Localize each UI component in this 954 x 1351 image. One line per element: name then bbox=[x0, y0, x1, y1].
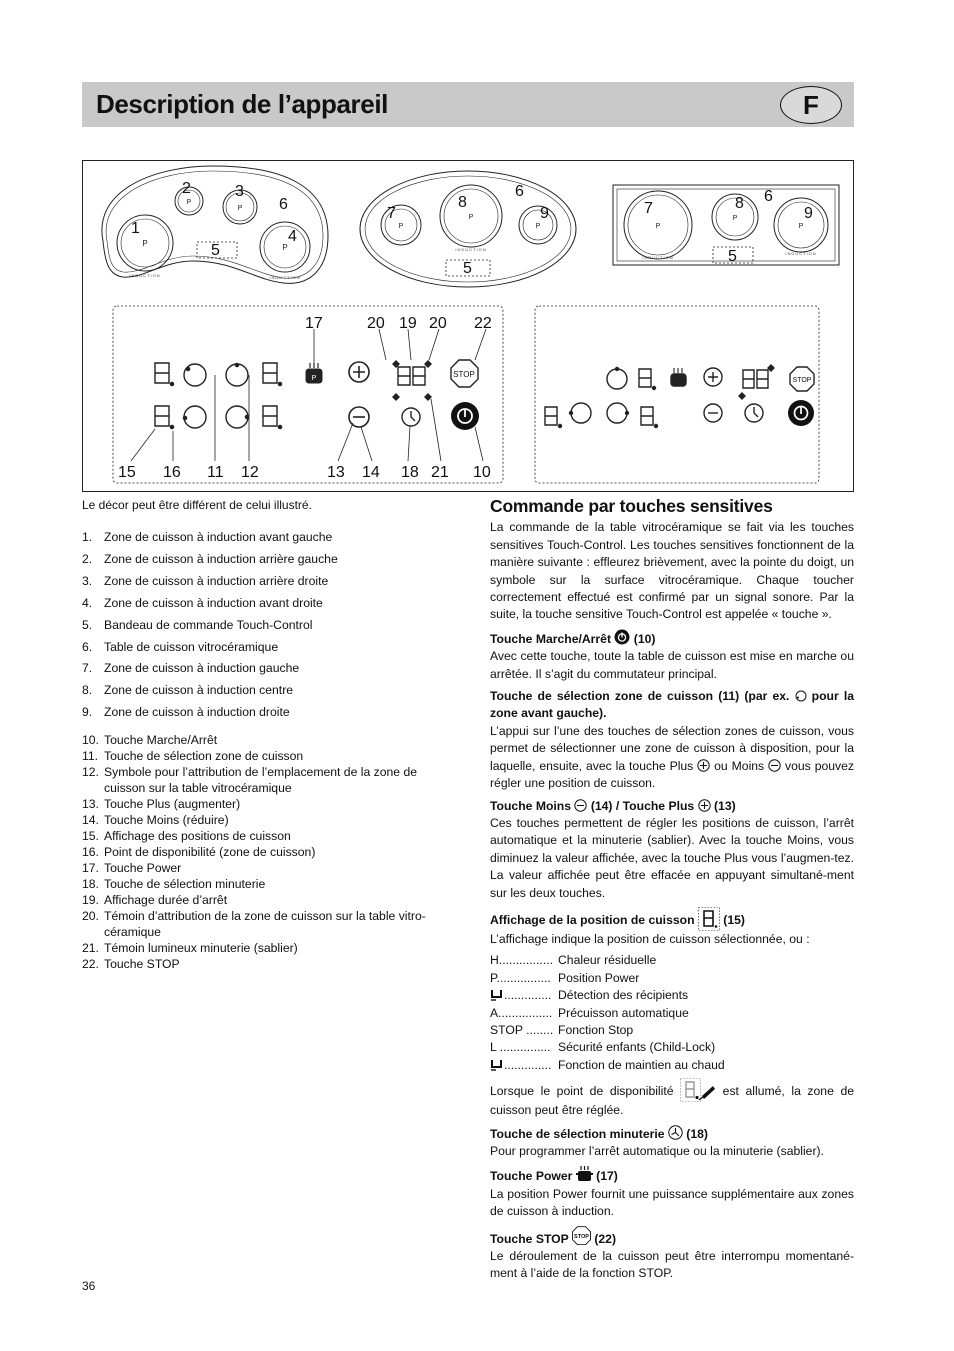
label-10: 10 bbox=[473, 464, 491, 481]
list-item-text: Témoin lumineux minuterie (sablier) bbox=[104, 941, 298, 955]
zone-letter: P bbox=[237, 205, 243, 212]
brand-text: INDUCTION bbox=[129, 273, 161, 278]
plus-icon bbox=[698, 799, 711, 812]
brand-text: INDUCTION bbox=[455, 247, 487, 252]
stop-label: STOP bbox=[792, 377, 812, 384]
label-4: 4 bbox=[288, 228, 297, 245]
list-item-text: Touche Plus (augmenter) bbox=[104, 797, 241, 811]
list-item bbox=[82, 593, 446, 615]
list-item-text: Zone de cuisson à induction centre bbox=[104, 683, 294, 698]
list-item-number: 4. bbox=[82, 595, 93, 610]
leader-lines bbox=[131, 329, 486, 461]
stop-heading: Touche STOP STOP (22) bbox=[490, 1226, 854, 1248]
display-code-row bbox=[490, 1057, 854, 1074]
list-item-number: 8. bbox=[82, 683, 93, 698]
label-5: 5 bbox=[728, 248, 737, 265]
availability-dot-icon bbox=[680, 1078, 716, 1102]
cooktop-c bbox=[613, 185, 839, 265]
label-8: 8 bbox=[458, 194, 467, 211]
svg-text:P: P bbox=[311, 375, 317, 382]
list-item-text: Touche de sélection zone de cuisson bbox=[104, 749, 304, 763]
label-7: 7 bbox=[644, 200, 653, 217]
list-item-number: 16. bbox=[82, 845, 99, 859]
label-22: 22 bbox=[474, 315, 492, 332]
list-item-text: Touche Moins (réduire) bbox=[104, 813, 229, 827]
pan-detection-glyph-icon bbox=[490, 987, 504, 1001]
power-heading: Touche Power (17) bbox=[490, 1165, 854, 1185]
parts-list-a bbox=[82, 527, 446, 724]
list-item bbox=[82, 764, 446, 796]
label-8: 8 bbox=[735, 195, 744, 212]
list-item bbox=[82, 940, 446, 956]
stop-label: STOP bbox=[453, 370, 475, 379]
zone-letter: P bbox=[142, 239, 148, 248]
brand-text: INDUCTION bbox=[642, 255, 674, 260]
plus-key-icon bbox=[349, 362, 369, 382]
list-item bbox=[82, 908, 446, 940]
power-text: La position Power fournit une puissance supplémentaire aux zones de cuisson à induction. bbox=[490, 1186, 854, 1219]
display-code-dots: .............. bbox=[504, 988, 552, 1003]
list-item-text: Témoin d’attribution de la zone de cuisson sur la table vitro-céramique bbox=[104, 909, 426, 939]
label-2: 2 bbox=[182, 180, 191, 197]
cooktop-a bbox=[102, 166, 328, 283]
label-11: 11 bbox=[207, 464, 224, 481]
display-code-dots: A................ bbox=[490, 1005, 553, 1020]
label-16: 16 bbox=[163, 464, 181, 481]
display-code-meaning: Position Power bbox=[558, 970, 640, 985]
timer-key-icon bbox=[402, 408, 420, 426]
list-item-number: 1. bbox=[82, 530, 93, 544]
list-item bbox=[82, 571, 446, 593]
display-code bbox=[490, 1022, 558, 1039]
list-item-number: 20. bbox=[82, 909, 99, 923]
stop-icon-label: STOP bbox=[574, 1233, 589, 1240]
on-off-heading: Touche Marche/Arrêt (10) bbox=[490, 629, 854, 648]
zone-letter: P bbox=[398, 223, 404, 230]
page-number: 36 bbox=[82, 1279, 96, 1293]
display-code-dots: L ............... bbox=[490, 1040, 551, 1055]
list-item-number: 9. bbox=[82, 705, 93, 720]
label-6: 6 bbox=[279, 196, 288, 213]
display-text: L’affichage indique la position de cuisson sélectionnée, ou : bbox=[490, 931, 810, 946]
plus-minus-text: Ces touches permettent de régler les positions de cuisson, l’arrêt automatique et la minuterie (sablier). Avec la touche Moins, vous diminuez la valeur affichée, avec la touche Plus vous l’augmen-tez. La valeur affichée peut être effacée en appuyant simultané-ment sur les deux touches. bbox=[490, 815, 854, 900]
zone-letter: P bbox=[732, 215, 738, 222]
label-6: 6 bbox=[515, 183, 524, 200]
list-item-number: 6. bbox=[82, 639, 93, 654]
language-badge: F bbox=[780, 86, 842, 124]
display-code bbox=[490, 952, 558, 969]
label-1: 1 bbox=[131, 220, 140, 237]
zone-select-keys bbox=[183, 363, 248, 428]
list-item-number: 13. bbox=[82, 797, 99, 811]
stop-key-icon bbox=[451, 360, 478, 387]
label-3: 3 bbox=[235, 183, 244, 200]
display-code-dots: .............. bbox=[504, 1057, 552, 1072]
list-item bbox=[82, 615, 446, 637]
label-5: 5 bbox=[211, 242, 220, 259]
list-item bbox=[82, 702, 446, 724]
list-item bbox=[82, 860, 446, 876]
display-code bbox=[490, 1057, 558, 1074]
stop-icon bbox=[572, 1226, 591, 1245]
list-item bbox=[82, 549, 446, 571]
figure-caption: Le décor peut être différent de celui illustré. bbox=[82, 498, 312, 512]
list-item-number: 18. bbox=[82, 877, 99, 891]
label-20: 20 bbox=[367, 315, 385, 332]
availability-text: Lorsque le point de disponibilité est allumé, la zone de cuisson peut être réglée. bbox=[490, 1078, 854, 1119]
list-item-text: Zone de cuisson à induction arrière gauche bbox=[104, 551, 338, 566]
timer-display bbox=[393, 361, 431, 400]
list-item bbox=[82, 637, 446, 659]
display-code-row bbox=[490, 1005, 854, 1022]
power-key-icon bbox=[306, 363, 322, 383]
cooktop-b bbox=[360, 171, 576, 287]
display-code-meaning: Fonction de maintien au chaud bbox=[558, 1057, 725, 1072]
page-header bbox=[82, 82, 854, 127]
zone-letter: P bbox=[798, 223, 804, 230]
display-code-row bbox=[490, 987, 854, 1004]
zone-select-heading: Touche de sélection zone de cuisson (11) (par ex. pour la zone avant gauche). bbox=[490, 689, 855, 721]
label-19: 19 bbox=[399, 315, 417, 332]
display-code-dots: H................ bbox=[490, 953, 553, 968]
power-pot-icon bbox=[576, 1165, 593, 1182]
display-code-meaning: Chaleur résiduelle bbox=[558, 953, 657, 968]
timer-icon bbox=[668, 1125, 683, 1140]
list-item bbox=[82, 796, 446, 812]
control-panel-labeled bbox=[113, 306, 503, 483]
timer-heading: Touche de sélection minuterie (18) bbox=[490, 1126, 708, 1141]
list-item bbox=[82, 828, 446, 844]
list-item-text: Zone de cuisson à induction avant gauche bbox=[104, 530, 333, 544]
list-item bbox=[82, 748, 446, 764]
intro-paragraph: La commande de la table vitrocéramique se fait via les touches sensitives Touch-Control. Les touches sensitives fonctionnent de la manière suivante : effleurez brièvement, avec la pointe du doigt, un symbole sur la surface vitrocéramique. Chaque toucher correctement effectué est confirmé par un signal sonore. Par la suite, la touche sensitive Touch-Control est appelée « touche ». bbox=[490, 520, 854, 622]
page-title: Description de l’appareil bbox=[96, 89, 388, 119]
appliance-figure bbox=[82, 160, 854, 492]
list-item-number: 10. bbox=[82, 733, 99, 747]
list-item-number: 19. bbox=[82, 893, 99, 907]
stop-text: Le déroulement de la cuisson peut être interrompu momentané-ment à l’aide de la fonction STOP. bbox=[490, 1249, 854, 1281]
list-item bbox=[82, 732, 446, 748]
brand-text: INDUCTION bbox=[269, 275, 301, 280]
list-item-text: Bandeau de commande Touch-Control bbox=[104, 617, 313, 632]
list-item bbox=[82, 956, 446, 972]
list-item bbox=[82, 812, 446, 828]
pan-detection-glyph-icon bbox=[490, 1057, 504, 1071]
label-9: 9 bbox=[804, 205, 813, 222]
display-code-row bbox=[490, 952, 854, 969]
list-item bbox=[82, 892, 446, 908]
display-heading: Affichage de la position de cuisson (15) bbox=[490, 907, 854, 931]
display-code-dots: STOP ........ bbox=[490, 1022, 554, 1037]
list-item-number: 12. bbox=[82, 765, 99, 779]
list-item-text: Touche de sélection minuterie bbox=[104, 877, 266, 891]
touch-control-section bbox=[490, 498, 854, 1283]
minus-icon bbox=[574, 799, 587, 812]
seven-segment-icon bbox=[698, 907, 720, 931]
label-6: 6 bbox=[764, 188, 773, 205]
list-item-text: Affichage durée d’arrêt bbox=[104, 893, 228, 907]
list-item-text: Zone de cuisson à induction avant droite bbox=[104, 595, 323, 610]
zone-letter: P bbox=[535, 223, 541, 230]
list-item bbox=[82, 527, 446, 549]
list-item-number: 22. bbox=[82, 957, 99, 971]
label-7: 7 bbox=[387, 205, 396, 222]
list-item-text: Touche STOP bbox=[104, 957, 180, 971]
list-item-number: 17. bbox=[82, 861, 99, 875]
display-code bbox=[490, 1039, 558, 1056]
minus-key-icon bbox=[349, 407, 369, 427]
plus-icon bbox=[697, 759, 710, 772]
list-item-text: Table de cuisson vitrocéramique bbox=[104, 639, 279, 654]
brand-text: INDUCTION bbox=[785, 251, 817, 256]
display-codes-list bbox=[490, 952, 854, 1074]
label-18: 18 bbox=[401, 464, 419, 481]
list-item-number: 2. bbox=[82, 551, 93, 566]
list-item-text: Symbole pour l’attribution de l’emplacement de la zone de cuisson sur la table vitrocéramique bbox=[104, 765, 417, 795]
cooking-level-display bbox=[155, 363, 282, 429]
label-13: 13 bbox=[327, 464, 345, 481]
label-9: 9 bbox=[540, 205, 549, 222]
list-item-number: 3. bbox=[82, 573, 93, 588]
display-code-meaning: Fonction Stop bbox=[558, 1022, 634, 1037]
label-17: 17 bbox=[305, 315, 323, 332]
list-item bbox=[82, 658, 446, 680]
list-item-number: 5. bbox=[82, 617, 93, 632]
display-code-row bbox=[490, 970, 854, 987]
list-item-text: Zone de cuisson à induction droite bbox=[104, 705, 290, 720]
display-code bbox=[490, 1005, 558, 1022]
timer-text: Pour programmer l’arrêt automatique ou la minuterie (sablier). bbox=[490, 1144, 824, 1158]
list-item bbox=[82, 876, 446, 892]
display-code bbox=[490, 970, 558, 987]
on-off-key-icon bbox=[451, 402, 479, 430]
on-off-text: Avec cette touche, toute la table de cuisson est mise en marche ou arrêtée. Il s’agit du commutateur principal. bbox=[490, 649, 854, 681]
appliance-diagram bbox=[83, 161, 855, 493]
minus-icon bbox=[768, 759, 781, 772]
list-item-text: Touche Power bbox=[104, 861, 182, 875]
list-item bbox=[82, 844, 446, 860]
list-item-text: Zone de cuisson à induction gauche bbox=[104, 661, 300, 676]
label-20: 20 bbox=[429, 315, 447, 332]
list-item-number: 11. bbox=[82, 749, 99, 763]
zone-letter: P bbox=[282, 243, 288, 252]
plus-minus-heading: Touche Moins (14) / Touche Plus (13) bbox=[490, 798, 736, 813]
display-code-row bbox=[490, 1039, 854, 1056]
label-15: 15 bbox=[118, 464, 136, 481]
zone-letter: P bbox=[468, 214, 474, 221]
list-item-text: Zone de cuisson à induction arrière droite bbox=[104, 573, 329, 588]
list-item-text: Affichage des positions de cuisson bbox=[104, 829, 291, 843]
zone-select-icon bbox=[795, 690, 807, 702]
list-item-text: Point de disponibilité (zone de cuisson) bbox=[104, 845, 316, 859]
display-code-row bbox=[490, 1022, 854, 1039]
display-code-dots: P................ bbox=[490, 970, 551, 985]
section-title: Commande par touches sensitives bbox=[490, 496, 773, 516]
label-12: 12 bbox=[241, 464, 259, 481]
display-code-meaning: Précuisson automatique bbox=[558, 1005, 689, 1020]
control-panel-three-zone bbox=[535, 306, 819, 483]
display-code-meaning: Sécurité enfants (Child-Lock) bbox=[558, 1040, 716, 1055]
display-code bbox=[490, 987, 558, 1004]
zone-letter: P bbox=[655, 223, 661, 230]
label-21: 21 bbox=[431, 464, 449, 481]
zone-select-text: L’appui sur l’une des touches de sélection zones de cuisson, vous permet de sélectionner une zone de cuisson à disposition, pour la laquelle, ensuite, avec la touche Plus ou Moins vous pouvez régler une position de cuisson. bbox=[490, 723, 855, 791]
on-off-icon bbox=[614, 629, 630, 645]
list-item-number: 21. bbox=[82, 941, 99, 955]
display-code-meaning: Détection des récipients bbox=[558, 988, 689, 1003]
list-item-text: Touche Marche/Arrêt bbox=[104, 733, 218, 747]
list-item bbox=[82, 680, 446, 702]
list-item-number: 14. bbox=[82, 813, 99, 827]
label-14: 14 bbox=[362, 464, 380, 481]
list-item-number: 7. bbox=[82, 661, 93, 676]
list-item-number: 15. bbox=[82, 829, 99, 843]
parts-list-b bbox=[82, 732, 446, 972]
label-5: 5 bbox=[463, 260, 472, 277]
zone-letter: P bbox=[186, 199, 192, 206]
